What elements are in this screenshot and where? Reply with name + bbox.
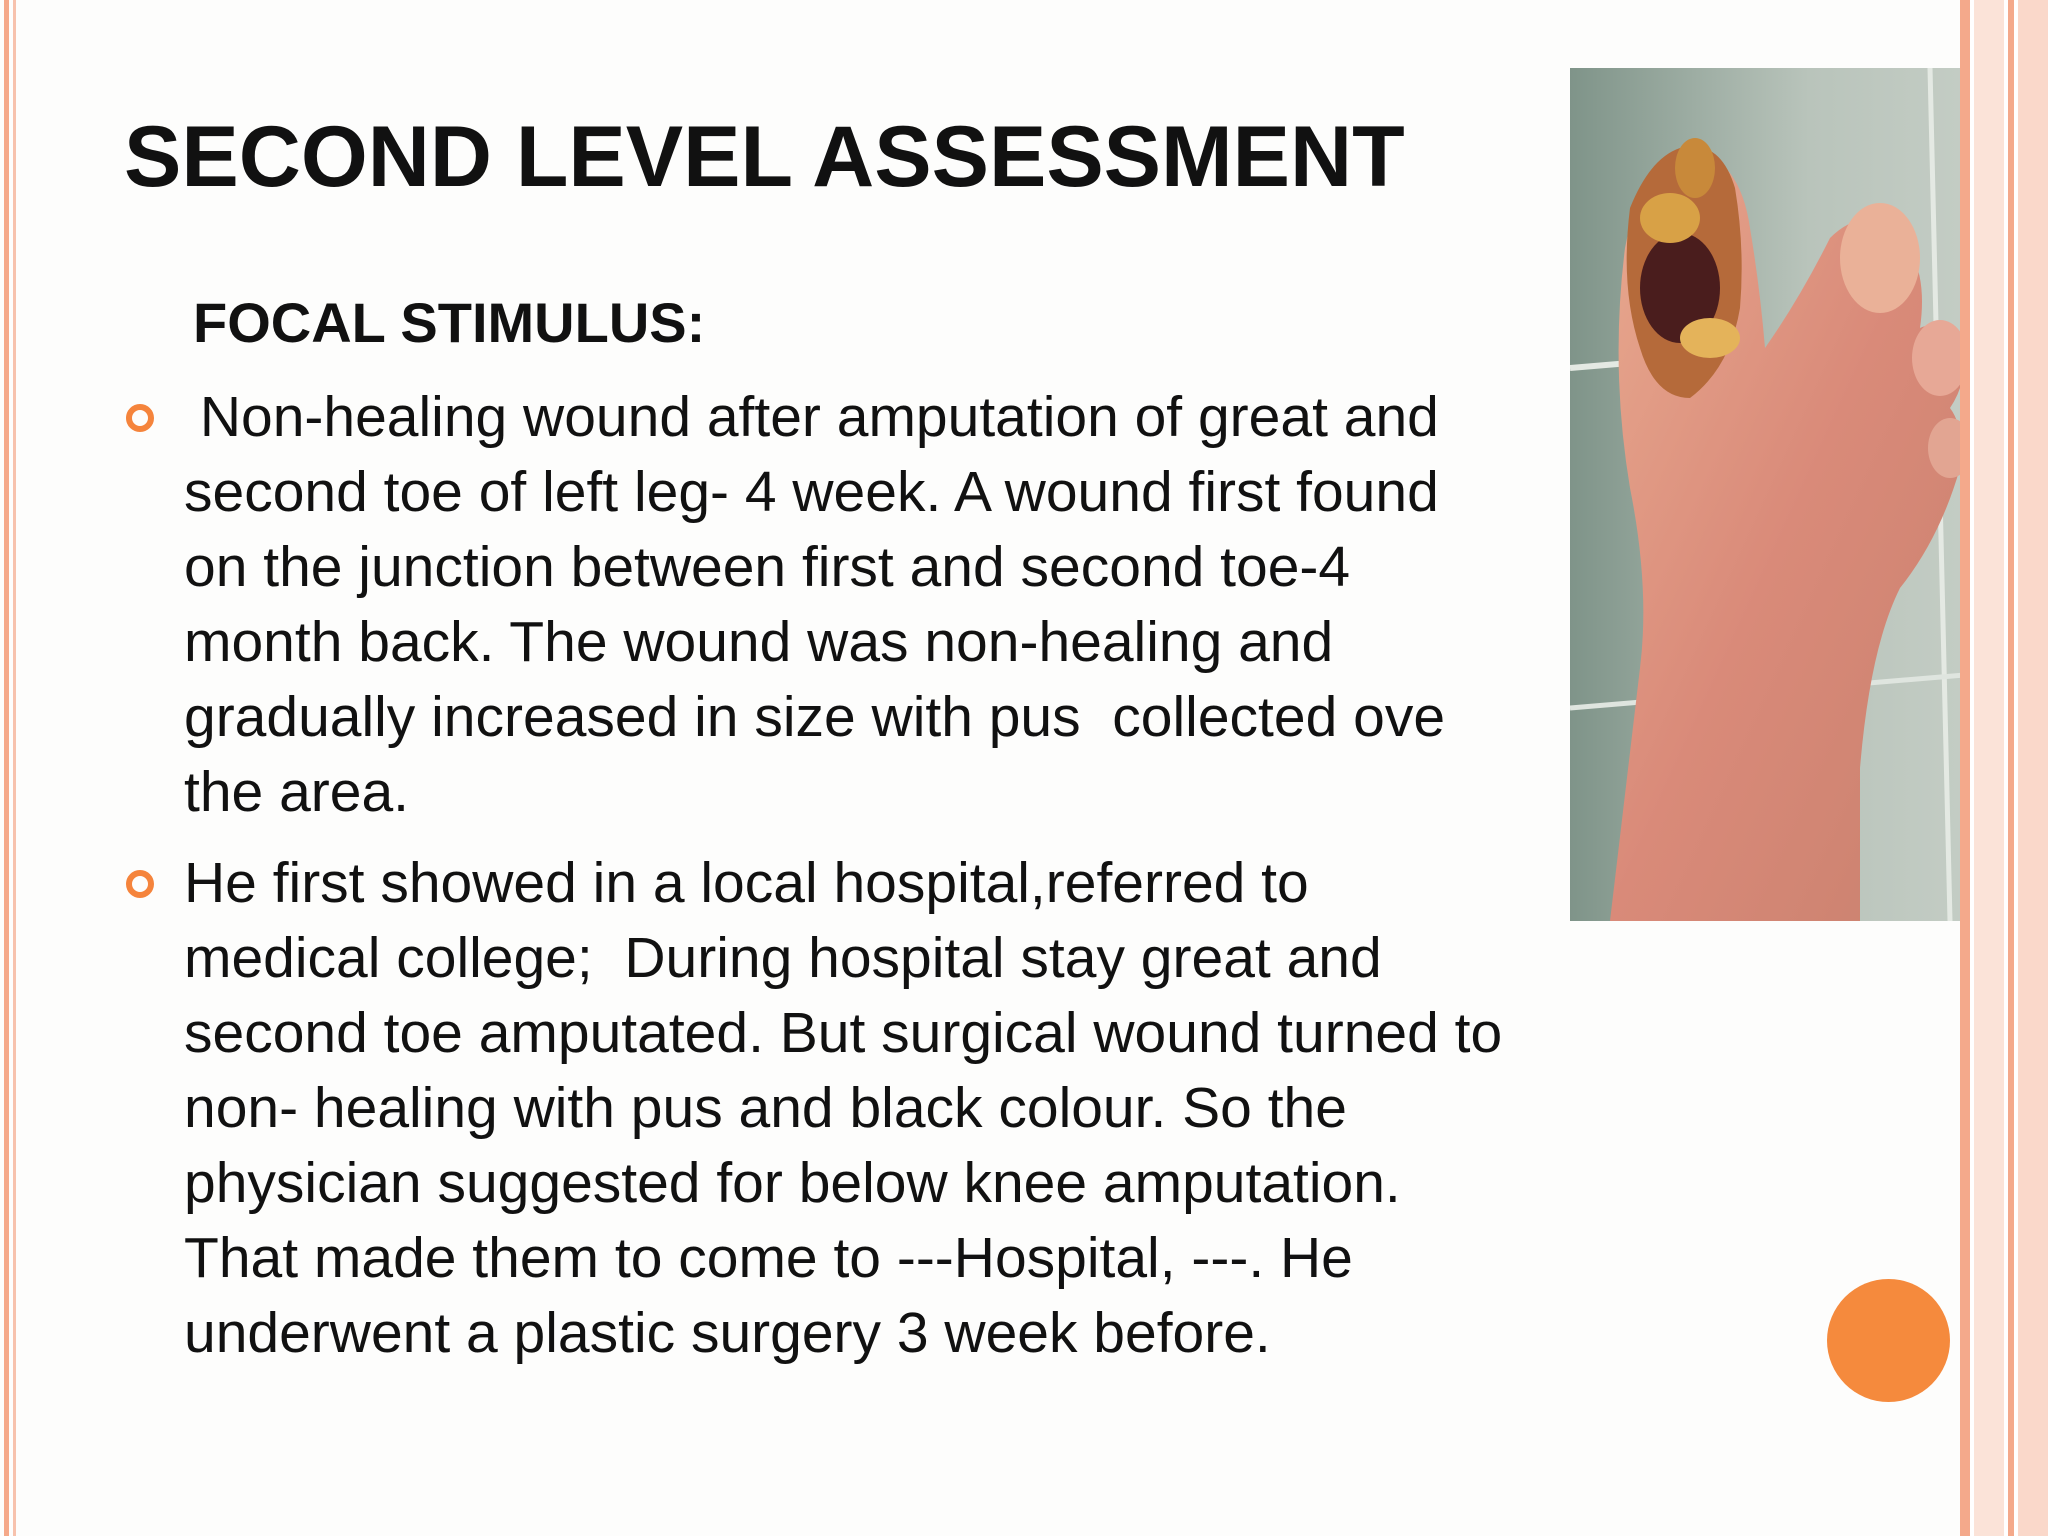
bullet-1-line: Non-healing wound after amputation of great and xyxy=(184,385,1439,449)
focal-stimulus-heading: FOCAL STIMULUS: xyxy=(193,291,706,354)
bullet-icon xyxy=(126,870,154,898)
bullet-2-line: medical college; During hospital stay great and xyxy=(184,926,1382,990)
bullet-1-line: month back. The wound was non-healing and xyxy=(184,610,1334,674)
bullet-2-line: That made them to come to ---Hospital, ---. He xyxy=(184,1226,1353,1290)
bullet-2-line: non- healing with pus and black colour. So the xyxy=(184,1076,1347,1140)
bullet-2-line: physician suggested for below knee amputation. xyxy=(184,1151,1401,1215)
bullet-2-line: underwent a plastic surgery 3 week before. xyxy=(184,1301,1271,1365)
bullet-1-line: the area. xyxy=(184,760,409,824)
orange-circle-decoration xyxy=(1827,1279,1950,1402)
bullet-2-line: second toe amputated. But surgical wound turned to xyxy=(184,1001,1503,1065)
bullet-text-1 xyxy=(184,380,1704,830)
bullet-text-2 xyxy=(184,846,1704,1371)
bullet-1-line: on the junction between first and second toe-4 xyxy=(184,535,1351,599)
right-border-decoration xyxy=(1960,0,2048,1536)
bullet-1-line: second toe of left leg- 4 week. A wound first found xyxy=(184,460,1439,524)
bullet-1-line: gradually increased in size with pus collected ove xyxy=(184,685,1446,749)
bullet-2-line: He first showed in a local hospital,referred to xyxy=(184,851,1309,915)
left-border-decoration xyxy=(0,0,24,1536)
slide-title: SECOND LEVEL ASSESSMENT xyxy=(124,109,1405,205)
bullet-icon xyxy=(126,404,154,432)
